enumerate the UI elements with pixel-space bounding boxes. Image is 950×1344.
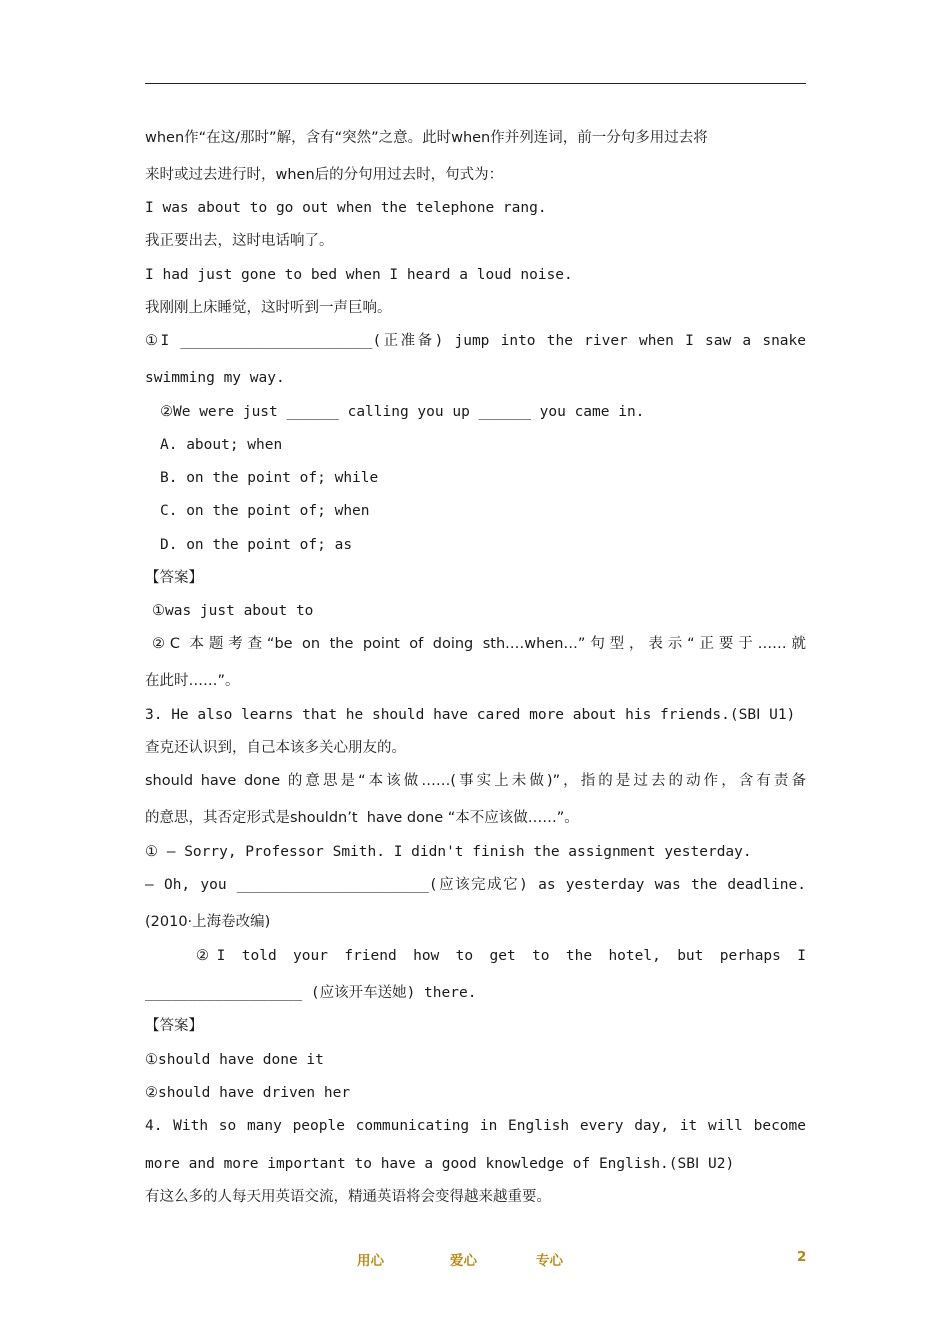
text-line: 在此时……”。 [145,673,240,689]
text-line: 来时或过去进行时，when后的分句用过去时，句式为： [145,167,504,183]
option-b: B. on the point of; while [160,470,379,486]
footer-right: 专心 [536,1253,563,1269]
answer-line: ②C 本题考查“be on the point of doing sth.…when…”句型，表示“正要于……就 [152,636,806,652]
answer-line: ①should have done it [145,1052,324,1068]
page-number: 2 [797,1249,807,1265]
text-line: more and more important to have a good knowledge of English.(SBⅠ U2) [145,1156,735,1172]
footer-left: 用心 [357,1253,384,1269]
header-rule [145,83,806,84]
answer-heading: 【答案】 [145,570,203,586]
text-line: 查克还认识到，自己本该多关心朋友的。 [145,740,406,756]
question-line: __________________ (应该开车送她) there. [145,985,477,1001]
option-a: A. about; when [160,437,283,453]
text-line: 我正要出去，这时电话响了。 [145,233,334,249]
question-line: ②I told your friend how to get to the hotel, but perhaps I [196,948,806,964]
text-line: I was about to go out when the telephone rang. [145,200,547,216]
option-c: C. on the point of; when [160,503,370,519]
question-line: — Oh, you ______________________(应该完成它) as yesterday was the deadline. [145,877,806,893]
section-heading: 4. With so many people communicating in English every day, it will become [145,1118,806,1134]
text-line: when作“在这/那时”解，含有“突然”之意。此时when作并列连词，前一分句多用过去将 [145,130,708,146]
text-line: 我刚刚上床睡觉，这时听到一声巨响。 [145,300,392,316]
question-line: ①I ______________________(正准备) jump into the river when I saw a snake [145,333,806,349]
question-line: ②We were just ______ calling you up ______ you came in. [160,404,645,420]
answer-heading: 【答案】 [145,1018,203,1034]
option-d: D. on the point of; as [160,537,353,553]
text-line: should have done 的意思是“本该做……(事实上未做)”，指的是过去的动作，含有责备 [145,773,806,789]
text-line: I had just gone to bed when I heard a loud noise. [145,267,573,283]
answer-line: ②should have driven her [145,1085,351,1101]
section-heading: 3. He also learns that he should have cared more about his friends.(SBⅠ U1) [145,707,796,723]
source-note: (2010·上海卷改编) [145,914,271,930]
page-footer [0,1249,950,1269]
text-line: 的意思，其否定形式是shouldn’t have done “本不应该做……”。 [145,810,579,826]
question-line: ① — Sorry, Professor Smith. I didn't finish the assignment yesterday. [145,844,752,860]
answer-line: ①was just about to [152,603,314,619]
text-line: swimming my way. [145,370,285,386]
text-line: 有这么多的人每天用英语交流，精通英语将会变得越来越重要。 [145,1189,551,1205]
footer-middle: 爱心 [450,1253,477,1269]
